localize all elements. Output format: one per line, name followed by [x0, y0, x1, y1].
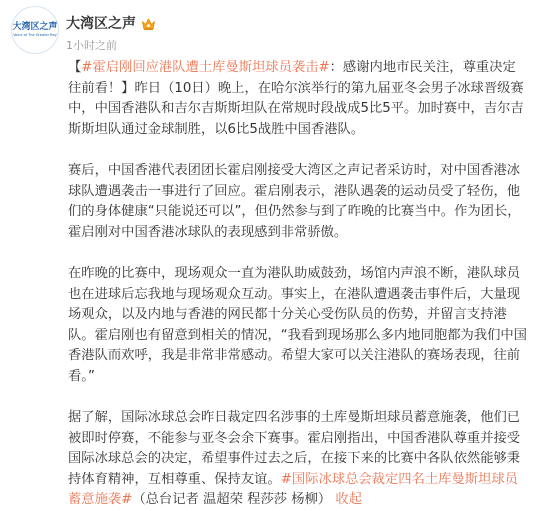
paragraph-2: 赛后，中国香港代表团团长霍启刚接受大湾区之声记者采访时，对中国香港冰球队遭遇袭击一事进行了回应。霍启刚表示，港队遇袭的运动员受了轻伤，他们的身体健康“只能说还可以”，但仍然参与到了昨晚的比赛当中。作为团长，霍启刚对中国香港冰球队的表现感到非常骄傲。 — [68, 163, 521, 240]
paragraph-1-text: ：感谢内地市民关注，尊重决定往前看！】昨日（10日）晚上，在哈尔滨举行的第九届亚冬会男子冰球晋级赛中，中国香港队和吉尔吉斯斯坦队在常规时段战成5比5平。加时赛中，吉尔吉斯斯坦队通过金球制胜，以6比5战胜中国香港队。 — [68, 60, 524, 137]
reporter-byline: （总台记者 温超荣 程莎莎 杨柳） — [132, 492, 332, 507]
bracket-open: 【 — [68, 60, 82, 75]
paragraph-4 — [68, 408, 528, 511]
post-time[interactable]: 1小时之前 — [66, 39, 117, 52]
paragraph-3: 在昨晚的比赛中，现场观众一直为港队助威鼓劲，场馆内声浪不断，港队球员也在进球后忘我地与现场观众互动。事实上，在港队遭遇袭击事件后，大量现场观众，以及内地与香港的网民都十分关心受伤队员的伤势，并留言支持港队。霍启刚也有留意到相关的情况，“我看到现场那么多内地同胞都为我们中国香港队而欢呼，我是非常非常感动。希望大家可以关注港队的赛场表现，往前看。” — [68, 266, 527, 384]
avatar[interactable] — [11, 6, 59, 54]
paragraph-1 — [68, 58, 528, 140]
post-header — [11, 6, 521, 56]
paragraph-4-text: 据了解，国际冰球总会昨日裁定四名涉事的土库曼斯坦球员蓄意施袭，他们已被即时停赛，不能参与亚冬会余下赛事。霍启刚指出，中国香港队尊重并接受国际冰球总会的决定，希望事件过去之后，在接下来的比赛中各队依然能够秉持体育精神，互相尊重、保持友谊。 — [68, 410, 521, 487]
collapse-link[interactable]: 收起 — [335, 492, 363, 507]
avatar-logo-subtext: Voice of The Greater Bay — [13, 33, 57, 37]
account-name[interactable]: 大湾区之声 — [66, 16, 136, 32]
topic-link-2[interactable]: #国际冰球总会裁定四名土库曼斯坦球员蓄意施袭# — [68, 471, 518, 507]
name-row — [66, 14, 156, 32]
topic-link-1[interactable]: #霍启刚回应港队遭土库曼斯坦球员袭击# — [81, 60, 330, 75]
crown-icon[interactable] — [141, 16, 156, 30]
post-content — [68, 58, 528, 511]
avatar-logo-text: 大湾区之声 — [12, 22, 58, 32]
